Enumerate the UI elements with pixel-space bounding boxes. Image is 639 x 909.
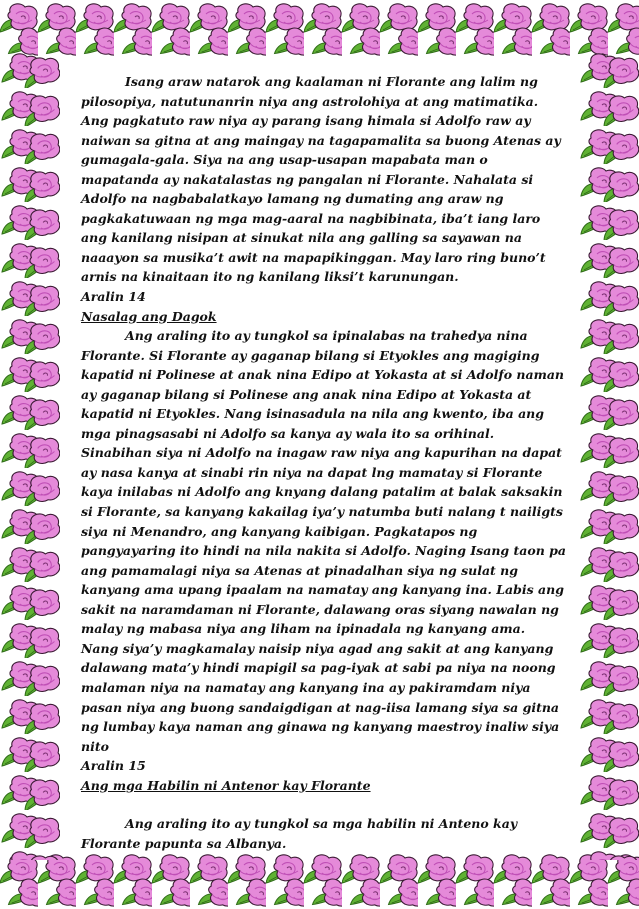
bottom-rose-border [0, 851, 639, 909]
paragraph-1: Isang araw natarok ang kaalaman ni Florante ang lalim ng pilosopiya, natutunanrin niya ang astrolohiya at ang matimatika. Ang pagkatuto raw niya ay parang isang himala si Adolfo raw ay naiwan sa gitna at ang maingay na tagapamalita sa buong Atenas ay gumagala-gala. Siya na ang usap-usapan mapabata man o mapatanda ay nakatalastas ng pangalan ni Florante. Nahalata si Adolfo na nagbabalatkayo lamang ng dumating ang araw ng pagkakatuwaan ng mga mag-aaral na nagbibinata, iba’t iang laro ang kanilang nisipan at sinukat nila ang galling sa sayawan na naaayon sa musika’t awit na mapapikinggan. May laro ring buno’t arnis na kinaitaan ito ng kanilang liksi’t karunungan. [81, 74, 561, 285]
lesson-14-label: Aralin 14 [81, 289, 146, 305]
document-body [81, 72, 566, 853]
pink-rose-icon [0, 50, 60, 860]
blank-line [81, 795, 566, 814]
paragraph-3: Ang araling ito ay tungkol sa mga habilin ni Anteno kay Florante papunta sa Albanya. [81, 816, 518, 851]
pink-rose-icon [0, 851, 639, 909]
lesson-14-title: Nasalag ang Dagok [81, 308, 217, 324]
top-rose-border [0, 0, 639, 58]
lesson-15-title: Ang mga Habilin ni Antenor kay Florante [81, 777, 371, 793]
paragraph-2: Ang araling ito ay tungkol sa ipinalabas na trahedya nina Florante. Si Florante ay gaganap bilang si Etyokles ang magiging kapatid ni Polinese at anak nina Edipo at Yokasta at si Adolfo naman ay gaganap bilang si Polinese ang anak nina Edipo at Yokasta at kapatid ni Etyokles. Nang isinasadula na nila ang kwento, iba ang mga pinagsasabi ni Adolfo sa kanya ay wala ito sa orihinal. Sinabihan siya ni Adolfo na inagaw raw niya ang kapurihan na dapat ay nasa kanya at sinabi rin niya na dapat lng mamatay si Florante kaya inilabas ni Adolfo ang knyang dalang patalim at balak saksakin si Florante, sa kanyang kakailag iya’y natumba buti nalang t nailigts siya ni Menandro, ang kanyang kaibigan. Pagkatapos ng pangyayaring ito hindi na nila nakita si Adolfo. Naging Isang taon pa ang pamamalagi niya sa Atenas at pinadalhan siya ng sulat ng kanyang ama upang ipaalam na namatay ang kanyang ina. Labis ang sakit na naramdaman ni Florante, dalawang oras siyang nawalan ng malay ng mabasa niya ang liham na ipinadala ng kanyang ama. Nang siya’y magkamalay naisip niya agad ang sakit at ang kanyang dalawang mata’y hindi mapigil sa pag-iyak at sabi pa niya na noong malaman niya na namatay ang kanyang ina ay pakiramdam niya pasan niya ang buong sandaigdigan at nag-iisa lamang siya sa gitna ng lumbay kaya naman ang ginawa ng kanyang maestroy inaliw siya nito [81, 328, 566, 754]
pink-rose-icon [0, 0, 639, 58]
lesson-15-label: Aralin 15 [81, 758, 146, 774]
pink-rose-icon [579, 50, 639, 860]
left-rose-border [0, 50, 60, 860]
right-rose-border [579, 50, 639, 860]
